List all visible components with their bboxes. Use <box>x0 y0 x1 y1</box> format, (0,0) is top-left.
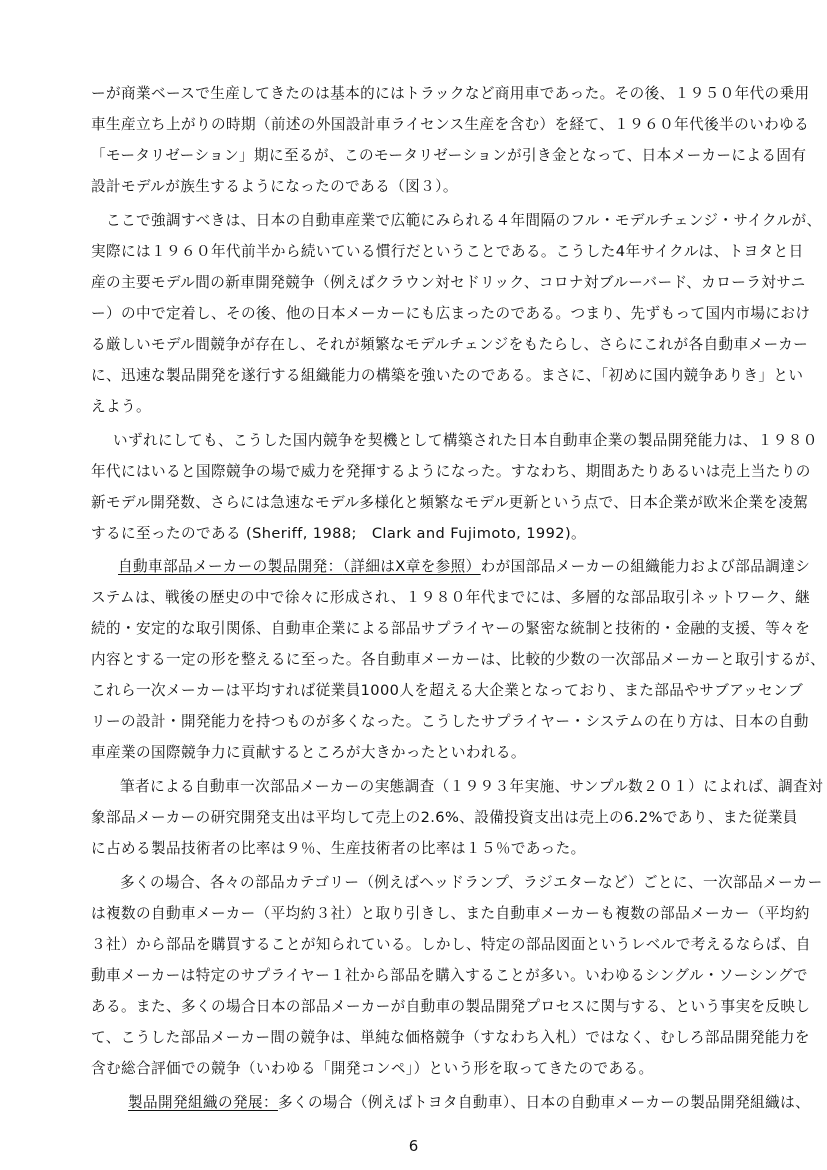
text-line: ３社）から部品を購買することが知られている。しかし、特定の部品図面というレベルで考えるならば、自 <box>91 936 811 953</box>
text-line: 「モータリゼーション」期に至るが、このモータリゼーションが引き金となって、日本メーカーによる固有 <box>91 147 807 164</box>
text-line: ここで強調すべきは、日本の自動車産業で広範にみられる４年間隔のフル・モデルチェンジ・サイクルが、 <box>106 212 822 229</box>
text-line: 筆者による自動車一次部品メーカーの実態調査（１９９３年実施、サンプル数２０１）によれば、調査対 <box>120 778 824 795</box>
text-line: 車産業の国際競争力に貢献するところが大きかったといわれる。 <box>91 744 526 761</box>
section-heading-org: 製品開発組織の発展： <box>128 1094 278 1111</box>
text-line: ー）の中で定着し、その後、他の日本メーカーにも広まったのである。つまり、先ずもって国内市場におけ <box>91 305 811 322</box>
page-number: 6 <box>408 1137 419 1155</box>
text-line: 内容とする一定の形を整えるに至った。各自動車メーカーは、比較的少数の一次部品メーカーと取引するが、 <box>91 651 826 668</box>
text-line: に、迅速な製品開発を遂行する組織能力の構築を強いたのである。まさに、「初めに国内競争ありき」とい <box>91 367 804 384</box>
text-line: 年代にはいると国際競争の場で威力を発揮するようになった。すなわち、期間あたりあるいは売上当たりの <box>91 463 811 480</box>
text-run: わが国部品メーカーの組織能力および部品調達シ <box>480 558 811 575</box>
text-line: て、こうした部品メーカー間の競争は、単純な価格競争（すなわち入札）ではなく、むしろ部品開発能力を <box>91 1029 810 1046</box>
text-line: 続的・安定的な取引関係、自動車企業による部品サプライヤーの緊密な統制と技術的・金融的支援、等々を <box>91 620 811 637</box>
section-reference: （詳細はX章を参照） <box>342 558 481 575</box>
section-heading-line <box>118 557 810 577</box>
text-line: これら一次メーカーは平均すれば従業員1000人を超える大企業となっており、また部品やサブアッセンブ <box>91 682 804 699</box>
text-line: ステムは、戦後の歴史の中で徐々に形成され、１９８０年代までには、多層的な部品取引ネットワーク、継 <box>91 589 810 606</box>
text-line: 車生産立ち上がりの時期（前述の外国設計車ライセンス生産を含む）を経て、１９６０年代後半のいわゆる <box>91 116 810 133</box>
text-run: 多くの場合（例えばトヨタ自動車）、日本の自動車メーカーの製品開発組織は、 <box>277 1094 811 1111</box>
text-line: するに至ったのである (Sheriff, 1988; Clark and Fujimoto, 1992)。 <box>91 525 587 542</box>
text-line: ある。また、多くの場合日本の部品メーカーが自動車の製品開発プロセスに関与する、という事実を反映し <box>91 998 811 1015</box>
text-line: えよう。 <box>91 398 151 415</box>
text-line: いずれにしても、こうした国内競争を契機として構築された日本自動車企業の製品開発能力は、１９８０ <box>113 432 818 449</box>
text-line: 産の主要モデル間の新車開発競争（例えばクラウン対セドリック、コロナ対ブルーバード、カローラ対サニ <box>91 274 806 291</box>
text-line: 動車メーカーは特定のサプライヤー１社から部品を購入することが多い。いわゆるシングル・ソーシングで <box>91 967 808 984</box>
text-line: 実際には１９６０年代前半から続いている慣行だということである。こうした4年サイクルは、トヨタと日 <box>91 243 804 260</box>
text-line: は複数の自動車メーカー（平均約３社）と取り引きし、また自動車メーカーも複数の部品メーカー（平均約 <box>91 905 810 922</box>
text-line: リーの設計・開発能力を持つものが多くなった。こうしたサプライヤー・システムの在り方は、日本の自動 <box>91 713 809 730</box>
section-heading-line <box>128 1093 810 1113</box>
text-line: 新モデル開発数、さらには急速なモデル多様化と頻繁なモデル更新という点で、日本企業が欧米企業を凌駕 <box>91 494 809 511</box>
text-line: 象部品メーカーの研究開発支出は平均して売上の2.6%、設備投資支出は売上の6.2%であり、また従業員 <box>91 809 798 826</box>
text-line: 多くの場合、各々の部品カテゴリー（例えばヘッドランプ、ラジエターなど）ごとに、一次部品メーカー <box>120 874 823 891</box>
text-line: に占める製品技術者の比率は９％、生産技術者の比率は１５％であった。 <box>91 840 586 857</box>
text-line: 含む総合評価での競争（いわゆる「開発コンペ」）という形を取ってきたのである。 <box>91 1060 654 1077</box>
text-line: る厳しいモデル間競争が存在し、それが頻繁なモデルチェンジをもたらし、さらにこれが各自動車メーカー <box>91 336 809 353</box>
text-line: ーが商業ベースで生産してきたのは基本的にはトラックなど商用車であった。その後、１９５０年代の乗用 <box>91 85 810 102</box>
section-heading-parts: 自動車部品メーカーの製品開発： <box>118 558 343 575</box>
text-line: 設計モデルが族生するようになったのである（図３）。 <box>91 178 458 195</box>
